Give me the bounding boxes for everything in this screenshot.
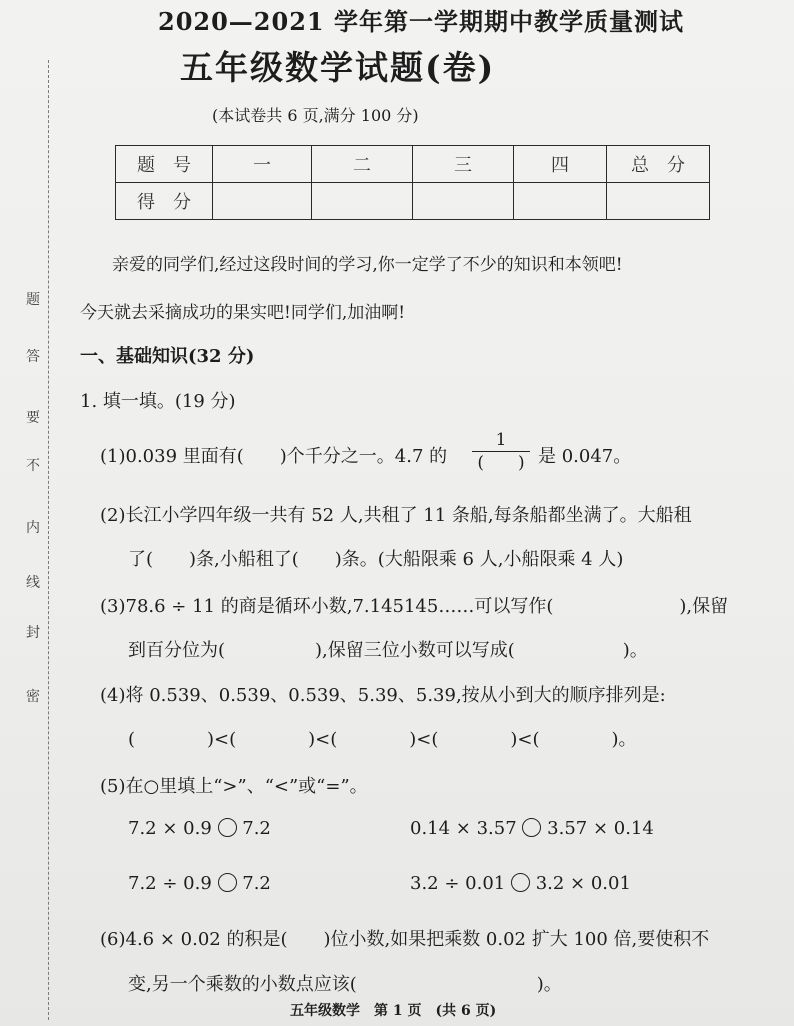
seal-char-mi: 密 (26, 689, 40, 705)
question-1-6-line-1: (6)4.6 × 0.02 的积是( )位小数,如果把乘数 0.02 扩大 100 倍,要使积不 (100, 929, 710, 950)
score-header-label: 题 号 (116, 146, 213, 183)
score-header-2: 二 (312, 146, 413, 183)
score-cell-3[interactable] (413, 183, 514, 220)
score-header-4: 四 (514, 146, 607, 183)
fraction (470, 429, 532, 474)
compare-3-right: 7.2 (242, 873, 271, 894)
page-footer: 五年级数学 第 1 页 (共 6 页) (290, 1003, 497, 1019)
score-row-label: 得 分 (116, 183, 213, 220)
compare-4-left: 3.2 ÷ 0.01 (410, 873, 506, 894)
compare-1-right: 7.2 (242, 818, 271, 839)
compare-1-left: 7.2 × 0.9 (128, 818, 212, 839)
seal-dashed-line (48, 60, 49, 1020)
intro-line-1: 亲爱的同学们,经过这段时间的学习,你一定学了不少的知识和本领吧! (112, 255, 623, 275)
question-1-1-tail: 是 0.047。 (538, 446, 632, 467)
question-1-3-line-1: (3)78.6 ÷ 11 的商是循环小数,7.145145……可以写作( ),保留 (100, 596, 729, 617)
fraction-denominator-blank[interactable]: ( ) (477, 453, 525, 473)
question-1-6-line-2: 变,另一个乘数的小数点应该( )。 (128, 974, 562, 995)
seal-char-feng: 封 (26, 625, 40, 641)
score-cell-4[interactable] (514, 183, 607, 220)
exam-header-title: 2020—2021 学年第一学期期中教学质量测试 (158, 7, 684, 36)
question-1-1-text: (1)0.039 里面有( )个千分之一。4.7 的 (100, 446, 448, 467)
question-1-title: 1. 填一填。(19 分) (80, 391, 236, 412)
score-table (115, 145, 710, 220)
compare-3-left: 7.2 ÷ 0.9 (128, 873, 212, 894)
compare-2-right: 3.57 × 0.14 (547, 818, 654, 839)
question-1-2-line-2: 了( )条,小船租了( )条。(大船限乘 6 人,小船限乘 4 人) (128, 549, 624, 570)
intro-line-2: 今天就去采摘成功的果实吧!同学们,加油啊! (80, 303, 406, 323)
seal-column (0, 0, 62, 1026)
compare-circle-3[interactable] (218, 873, 237, 892)
seal-char-nei: 内 (26, 520, 40, 536)
question-1-3-line-2: 到百分位为( ),保留三位小数可以写成( )。 (128, 640, 648, 661)
compare-2-left: 0.14 × 3.57 (410, 818, 517, 839)
fraction-numerator: 1 (495, 430, 507, 450)
compare-row-1-left (128, 818, 271, 839)
seal-char-yao: 要 (26, 410, 40, 426)
score-header-1: 一 (213, 146, 312, 183)
compare-circle-2[interactable] (522, 818, 541, 837)
question-1-4-line-2: ( )<( )<( )<( )<( )。 (128, 729, 637, 750)
score-header-3: 三 (413, 146, 514, 183)
question-1-4-line-1: (4)将 0.539、0.539、0.539、5.39、5.39,按从小到大的顺序排列是: (100, 685, 666, 706)
exam-main-title: 五年级数学试题(卷) (180, 48, 496, 87)
compare-circle-1[interactable] (218, 818, 237, 837)
score-table-score-row (116, 183, 710, 220)
seal-char-bu: 不 (26, 458, 40, 474)
compare-row-1-right (410, 818, 654, 839)
compare-row-2-left (128, 873, 271, 894)
compare-circle-4[interactable] (511, 873, 530, 892)
exam-subtitle: (本试卷共 6 页,满分 100 分) (212, 106, 419, 125)
seal-char-ti: 题 (26, 292, 40, 308)
score-table-header-row (116, 146, 710, 183)
seal-char-xian: 线 (26, 575, 40, 591)
question-1-5-title: (5)在○里填上“>”、“<”或“=”。 (100, 776, 368, 797)
compare-4-right: 3.2 × 0.01 (535, 873, 631, 894)
question-1-2-line-1: (2)长江小学四年级一共有 52 人,共租了 11 条船,每条船都坐满了。大船租 (100, 505, 692, 526)
score-header-total: 总 分 (607, 146, 710, 183)
compare-row-2-right (410, 873, 631, 894)
section-1-title: 一、基础知识(32 分) (80, 346, 255, 367)
score-cell-2[interactable] (312, 183, 413, 220)
score-cell-total[interactable] (607, 183, 710, 220)
seal-char-da: 答 (26, 349, 40, 365)
score-cell-1[interactable] (213, 183, 312, 220)
